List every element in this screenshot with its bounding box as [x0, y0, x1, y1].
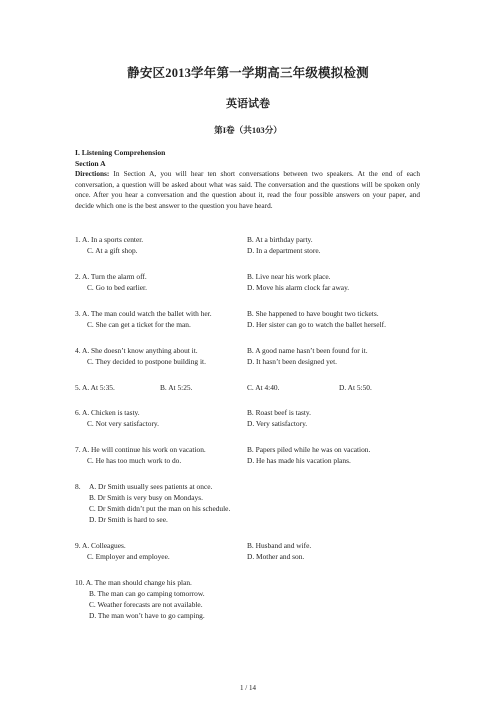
exam-subject: 英语试卷: [226, 98, 270, 110]
q10-option-a: A. The man should change his plan.: [85, 578, 192, 587]
q4-option-d: D. It hasn’t been designed yet.: [247, 357, 337, 366]
q9-option-a: A. Colleagues.: [82, 541, 126, 550]
q2-option-c: C. Go to bed earlier.: [87, 283, 147, 292]
q4-option-c: C. They decided to postpone building it.: [87, 357, 206, 366]
q6-line1: 6. A. Chicken is tasty.: [75, 408, 140, 417]
q6-option-a: A. Chicken is tasty.: [82, 408, 140, 417]
q10-option-b: B. The man can go camping tomorrow.: [89, 589, 205, 598]
q10-option-c: C. Weather forecasts are not available.: [89, 600, 203, 609]
directions-text: In Section A, you will hear ten short conversations between two speakers. At the end of each conversation, a question will be asked about what was said. The conversation and the questions will be spoken only once. After you hear a conversation and the question about it, read the four possible answers on your paper, and decide which one is the best answer to the question you have heard.: [75, 169, 420, 210]
q7-option-b: B. Papers piled while he was on vacation.: [247, 445, 371, 454]
q1-option-a: A. In a sports center.: [82, 235, 144, 244]
q7-option-d: D. He has made his vacation plans.: [247, 456, 351, 465]
q2-option-d: D. Move his alarm clock far away.: [247, 283, 350, 292]
q5-line1: 5. A. At 5:35.: [75, 383, 115, 392]
q3-option-d: D. Her sister can go to watch the ballet herself.: [247, 320, 386, 329]
directions-label: Directions:: [75, 169, 110, 178]
q2-option-b: B. Live near his work place.: [247, 272, 331, 281]
q4-option-b: B. A good name hasn’t been found for it.: [247, 346, 368, 355]
q6-option-d: D. Very satisfactory.: [247, 419, 308, 428]
q10-line1: 10. A. The man should change his plan.: [75, 578, 192, 587]
q2-line1: 2. A. Turn the alarm off.: [75, 272, 147, 281]
q9-option-b: B. Husband and wife.: [247, 541, 312, 550]
q8-option-c: C. Dr Smith didn’t put the man on his schedule.: [89, 504, 231, 513]
q8-option-a: A. Dr Smith usually sees patients at once.: [89, 482, 213, 491]
q3-option-c: C. She can get a ticket for the man.: [87, 320, 191, 329]
q7-option-c: C. He has too much work to do.: [87, 456, 182, 465]
q5-option-d: D. At 5:50.: [339, 383, 372, 392]
q6-option-c: C. Not very satisfactory.: [87, 419, 159, 428]
q1-line1: 1. A. In a sports center.: [75, 235, 144, 244]
exam-part: 第I卷（共103分）: [214, 125, 282, 135]
q8-option-d: D. Dr Smith is hard to see.: [89, 515, 168, 524]
q8-number: 8.: [75, 482, 81, 491]
q6-option-b: B. Roast beef is tasty.: [247, 408, 311, 417]
q7-option-a: A. He will continue his work on vacation.: [82, 445, 206, 454]
q1-option-d: D. In a department store.: [247, 246, 321, 255]
q3-option-a: A. The man could watch the ballet with her.: [82, 309, 212, 318]
q5-option-a: A. At 5:35.: [82, 383, 115, 392]
section-sub: Section A: [75, 158, 106, 168]
q8-option-b: B. Dr Smith is very busy on Mondays.: [89, 493, 203, 502]
q1-option-b: B. At a birthday party.: [247, 235, 313, 244]
q4-line1: 4. A. She doesn’t know anything about it.: [75, 346, 198, 355]
q9-option-c: C. Employer and employee.: [87, 552, 170, 561]
q9-option-d: D. Mother and son.: [247, 552, 305, 561]
q5-option-b: B. At 5:25.: [160, 383, 193, 392]
q1-option-c: C. At a gift shop.: [87, 246, 138, 255]
q5-option-c: C. At 4:40.: [247, 383, 280, 392]
q9-line1: 9. A. Colleagues.: [75, 541, 126, 550]
q4-option-a: A. She doesn’t know anything about it.: [82, 346, 198, 355]
q7-line1: 7. A. He will continue his work on vacation.: [75, 445, 206, 454]
q2-option-a: A. Turn the alarm off.: [82, 272, 147, 281]
page-number: 1 / 14: [240, 684, 256, 692]
section-heading: I. Listening Comprehension: [75, 148, 166, 157]
q3-line1: 3. A. The man could watch the ballet with her.: [75, 309, 212, 318]
directions: [75, 169, 420, 211]
q10-option-d: D. The man won’t have to go camping.: [89, 611, 205, 620]
exam-title: 静安区2013学年第一学期高三年级模拟检测: [127, 66, 369, 80]
q3-option-b: B. She happened to have bought two tickets.: [247, 309, 379, 318]
